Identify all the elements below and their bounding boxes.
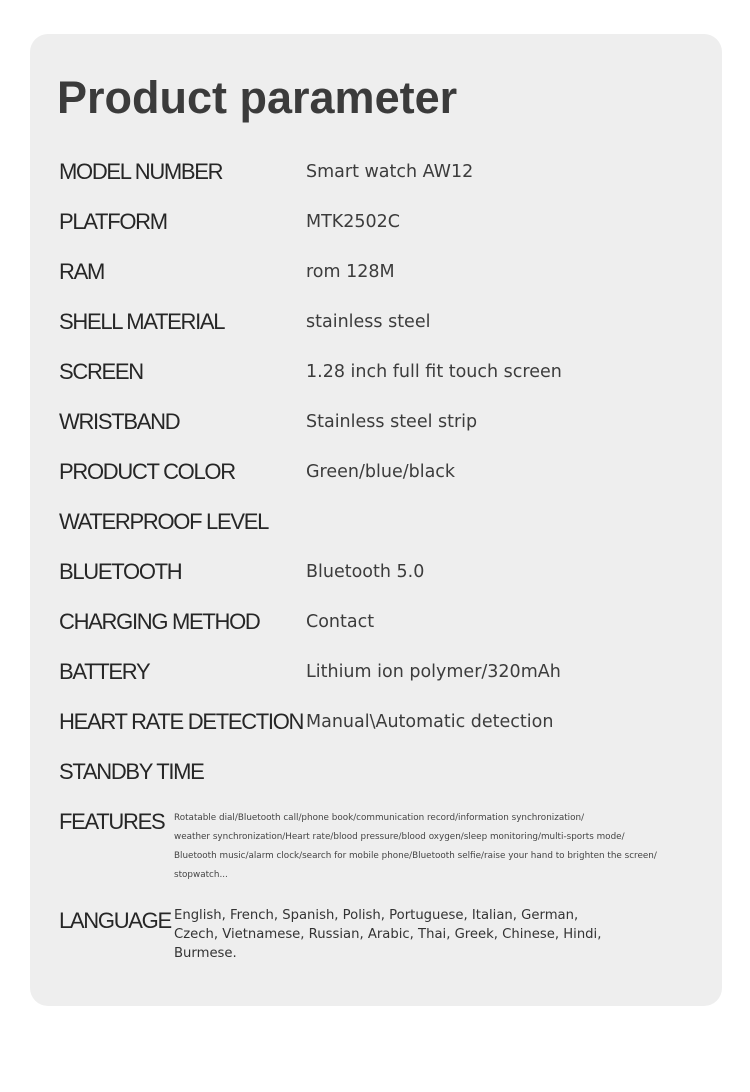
- features-line: Bluetooth music/alarm clock/search for mobile phone/Bluetooth selfie/raise your hand to brighten the screen/: [174, 851, 657, 861]
- param-value: 1.28 inch full fit touch screen: [306, 362, 562, 382]
- param-value: Manual\Automatic detection: [306, 712, 554, 732]
- features-label: FEATURES: [59, 809, 165, 834]
- param-label: WRISTBAND: [59, 409, 180, 434]
- param-value: Bluetooth 5.0: [306, 562, 425, 582]
- param-label: BLUETOOTH: [59, 559, 182, 584]
- param-value: Stainless steel strip: [306, 412, 478, 432]
- param-value: Green/blue/black: [306, 462, 456, 482]
- language-text: [174, 906, 694, 963]
- param-row-model-number: [59, 157, 709, 187]
- param-value: MTK2502C: [306, 212, 401, 232]
- language-label: LANGUAGE: [59, 908, 171, 933]
- param-row-standby-time: [59, 757, 709, 787]
- product-parameter-card: [30, 34, 722, 1006]
- param-row-platform: [59, 207, 709, 237]
- param-row-charging-method: [59, 607, 709, 637]
- features-line: stopwatch...: [174, 870, 228, 880]
- param-label: SCREEN: [59, 359, 143, 384]
- features-text: [174, 809, 704, 885]
- param-value: rom 128M: [306, 262, 395, 282]
- param-value: Lithium ion polymer/320mAh: [306, 662, 561, 682]
- features-line: Rotatable dial/Bluetooth call/phone book/communication record/information synchronization/: [174, 813, 585, 823]
- page-title: Product parameter: [57, 72, 458, 123]
- param-label: CHARGING METHOD: [59, 609, 260, 634]
- param-value: Smart watch AW12: [306, 162, 474, 182]
- param-label: BATTERY: [59, 659, 150, 684]
- param-row-product-color: [59, 457, 709, 487]
- param-row-screen: [59, 357, 709, 387]
- param-label: HEART RATE DETECTION: [59, 709, 304, 734]
- param-label: PLATFORM: [59, 209, 167, 234]
- param-value: stainless steel: [306, 312, 431, 332]
- param-label: PRODUCT COLOR: [59, 459, 235, 484]
- param-row-waterproof-level: [59, 507, 709, 537]
- param-row-heart-rate-detection: [59, 707, 709, 737]
- features-line: weather synchronization/Heart rate/blood pressure/blood oxygen/sleep monitoring/multi-sports mode/: [174, 832, 625, 842]
- param-row-bluetooth: [59, 557, 709, 587]
- param-label: SHELL MATERIAL: [59, 309, 225, 334]
- language-line: Czech, Vietnamese, Russian, Arabic, Thai, Greek, Chinese, Hindi,: [174, 927, 602, 942]
- param-label: RAM: [59, 259, 104, 284]
- param-row-ram: [59, 257, 709, 287]
- param-row-shell-material: [59, 307, 709, 337]
- param-label: STANDBY TIME: [59, 759, 204, 784]
- language-line: English, French, Spanish, Polish, Portuguese, Italian, German,: [174, 908, 579, 923]
- param-value: Contact: [306, 612, 375, 632]
- language-line: Burmese.: [174, 946, 237, 961]
- param-label: WATERPROOF LEVEL: [59, 509, 269, 534]
- param-label: MODEL NUMBER: [59, 159, 223, 184]
- param-row-wristband: [59, 407, 709, 437]
- param-row-battery: [59, 657, 709, 687]
